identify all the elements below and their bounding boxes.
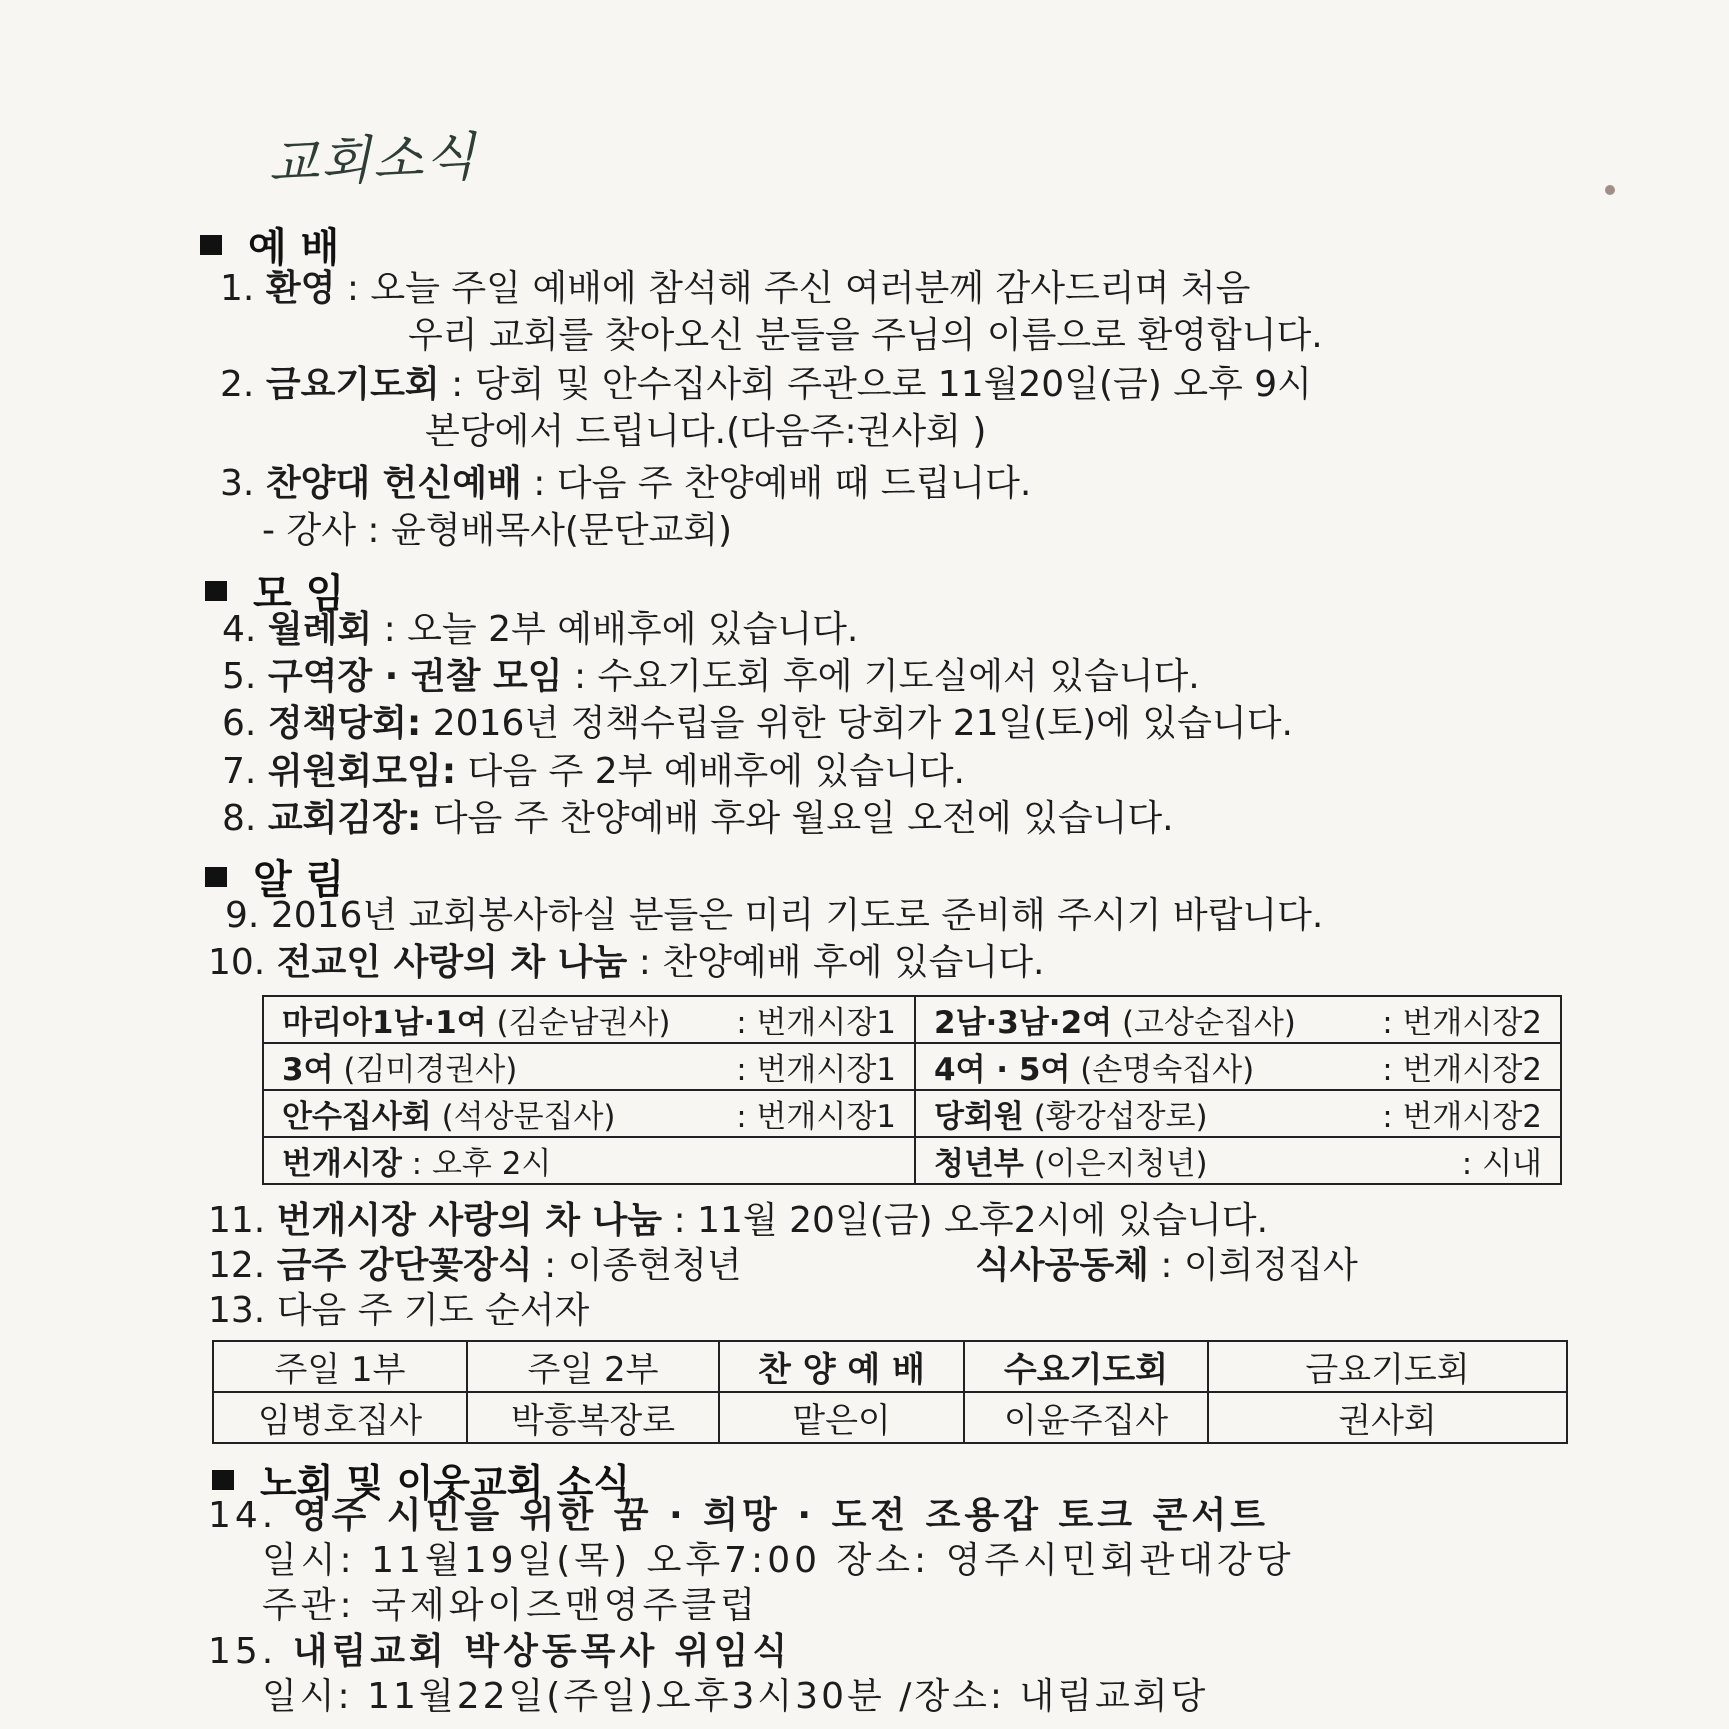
- item-text: 오늘 주일 예배에 참석해 주신 여러분께 감사드리며 처음: [370, 268, 1251, 309]
- table-header: 수요기도회: [964, 1341, 1208, 1392]
- item-label: 찬양대 헌신예배: [265, 463, 522, 504]
- table-header: 찬 양 예 배: [719, 1341, 964, 1392]
- leader-name: : 오후 2시: [401, 1146, 552, 1182]
- item-8: [222, 798, 1174, 839]
- item-2: [220, 364, 1312, 405]
- leader-name: (김순남권사): [486, 1005, 671, 1041]
- group-name: 3여: [282, 1052, 334, 1088]
- item-15: [208, 1631, 792, 1672]
- item-12: [208, 1245, 742, 1286]
- item-sep: [421, 798, 432, 839]
- item-label: 다음 주 기도 순서자: [276, 1290, 590, 1331]
- item-label: 환영: [265, 268, 336, 309]
- item-number: 9.: [225, 895, 260, 936]
- group-name: 번개시장: [282, 1146, 402, 1182]
- item-number: 3.: [220, 463, 255, 504]
- paper-stain: [1605, 185, 1615, 195]
- item-14: [208, 1495, 1269, 1536]
- item-number: 10.: [208, 942, 266, 983]
- table-row: [213, 1392, 1567, 1443]
- group-name: 청년부: [934, 1146, 1024, 1182]
- item-text: 2016년 교회봉사하실 분들은 미리 기도로 준비해 주시기 바랍니다.: [270, 895, 1324, 936]
- item-label: 구역장 · 권찰 모임: [267, 656, 563, 697]
- table-cell: [915, 1043, 1561, 1090]
- section-notice-label: 알 림: [253, 857, 345, 903]
- table-cell: 맡은이: [719, 1392, 964, 1443]
- table-row: [263, 1090, 1561, 1137]
- group-name: 안수집사회: [282, 1099, 432, 1135]
- item-5: [222, 656, 1200, 697]
- table-header: 주일 1부: [213, 1341, 467, 1392]
- item-6: [222, 703, 1293, 744]
- place: : 번개시장1: [736, 1005, 896, 1041]
- item-text: 이희정집사: [1183, 1245, 1358, 1286]
- item-sep: [456, 751, 467, 792]
- item-11: [208, 1200, 1269, 1241]
- item-10: [208, 942, 1045, 983]
- leader-name: (고상순집사): [1112, 1005, 1296, 1041]
- table-cell: [915, 1090, 1561, 1137]
- table-header: 주일 2부: [467, 1341, 719, 1392]
- item-sep: :: [372, 609, 408, 650]
- item-1-cont: 우리 교회를 찾아오신 분들을 주님의 이름으로 환영합니다.: [408, 315, 1323, 356]
- table-cell: [263, 1090, 915, 1137]
- item-2-cont: 본당에서 드립니다.(다음주:권사회 ): [425, 411, 987, 452]
- table-row: [263, 1043, 1561, 1090]
- table-row: [263, 1137, 1561, 1184]
- place: : 번개시장2: [1382, 1052, 1542, 1088]
- table-cell: [263, 1137, 915, 1184]
- item-number: 6.: [222, 703, 257, 744]
- item-14-host: 주관: 국제와이즈맨영주클럽: [262, 1585, 759, 1626]
- table-cell: 박흥복장로: [467, 1392, 719, 1443]
- section-meeting-label: 모 임: [253, 571, 345, 617]
- item-text: 찬양예배 후에 있습니다.: [662, 942, 1045, 983]
- item-number: 11.: [208, 1200, 266, 1241]
- leader-name: (석상문집사): [431, 1099, 616, 1135]
- item-sep: :: [335, 268, 371, 309]
- section-presbytery-label: 노회 및 이웃교회 소식: [260, 1461, 631, 1505]
- leader-name: (이은지청년): [1023, 1146, 1208, 1182]
- table-cell: 임병호집사: [213, 1392, 467, 1443]
- place: : 번개시장1: [736, 1099, 896, 1135]
- table-cell: 이윤주집사: [964, 1392, 1208, 1443]
- table-header-row: [213, 1341, 1567, 1392]
- table-cell: 권사회: [1208, 1392, 1567, 1443]
- place: : 번개시장1: [736, 1052, 896, 1088]
- item-number: 12.: [208, 1245, 266, 1286]
- item-label: 내림교회 박상동목사 위임식: [292, 1631, 792, 1672]
- item-sep: [421, 703, 432, 744]
- bullet-square-icon: [205, 581, 227, 601]
- item-text: 이종현청년: [567, 1245, 742, 1286]
- item-label: 교회김장:: [267, 798, 422, 839]
- section-worship: [200, 216, 339, 273]
- item-text: 오늘 2부 예배후에 있습니다.: [407, 609, 859, 650]
- item-text: 다음 주 2부 예배후에 있습니다.: [467, 751, 965, 792]
- item-number: 1.: [220, 268, 255, 309]
- table-row: [263, 996, 1561, 1043]
- prayer-order-table: [212, 1340, 1568, 1444]
- leader-name: (손명숙집사): [1070, 1052, 1255, 1088]
- table-cell: [263, 1043, 915, 1090]
- item-label: 정책당회:: [267, 703, 422, 744]
- item-sep: :: [532, 1245, 568, 1286]
- item-sep: :: [521, 463, 557, 504]
- item-sep: :: [1148, 1245, 1184, 1286]
- bullet-square-icon: [200, 235, 222, 255]
- place: : 번개시장2: [1382, 1005, 1542, 1041]
- item-3-cont: - 강사 : 윤형배목사(문단교회): [262, 510, 733, 551]
- item-sep: :: [662, 1200, 698, 1241]
- item-label: 금요기도회: [265, 364, 440, 405]
- item-number: 14.: [208, 1495, 278, 1536]
- item-sep: :: [562, 656, 598, 697]
- place: : 시내: [1461, 1146, 1542, 1182]
- item-text: 당회 및 안수집사회 주관으로 11월20일(금) 오후 9시: [474, 364, 1312, 405]
- item-12-meal: [975, 1245, 1358, 1286]
- item-number: 15.: [208, 1631, 278, 1672]
- item-label: 번개시장 사랑의 차 나눔: [276, 1200, 663, 1241]
- item-15-date: 일시: 11월22일(주일)오후3시30분 /장소: 내림교회당: [262, 1676, 1209, 1717]
- item-7: [222, 751, 965, 792]
- item-label: 월례회: [267, 609, 373, 650]
- tea-sharing-table: [262, 995, 1562, 1185]
- item-label: 영주 시민을 위한 꿈 · 희망 · 도전 조용갑 토크 콘서트: [292, 1495, 1269, 1536]
- item-text: 다음 주 찬양예배 때 드립니다.: [556, 463, 1032, 504]
- item-number: 4.: [222, 609, 257, 650]
- item-4: [222, 609, 859, 650]
- bullet-square-icon: [205, 867, 227, 887]
- item-number: 8.: [222, 798, 257, 839]
- leader-name: (황강섭장로): [1023, 1099, 1208, 1135]
- item-number: 2.: [220, 364, 255, 405]
- item-text: 다음 주 찬양예배 후와 월요일 오전에 있습니다.: [432, 798, 1174, 839]
- group-name: 당회원: [934, 1099, 1024, 1135]
- group-name: 2남·3남·2여: [934, 1005, 1113, 1041]
- leader-name: (김미경권사): [333, 1052, 518, 1088]
- item-9: [225, 895, 1324, 936]
- group-name: 마리아1남·1여: [282, 1005, 487, 1041]
- table-cell: [263, 996, 915, 1043]
- item-1: [220, 268, 1251, 309]
- item-3: [220, 463, 1032, 504]
- place: : 번개시장2: [1382, 1099, 1542, 1135]
- item-text: 수요기도회 후에 기도실에서 있습니다.: [597, 656, 1200, 697]
- item-number: 5.: [222, 656, 257, 697]
- item-text: 11월 20일(금) 오후2시에 있습니다.: [697, 1200, 1269, 1241]
- bullet-square-icon: [212, 1470, 234, 1490]
- table-header: 금요기도회: [1208, 1341, 1567, 1392]
- page-title: 교회소식: [267, 127, 479, 195]
- table-cell: [915, 1137, 1561, 1184]
- item-label: 위원회모임:: [267, 751, 457, 792]
- table-cell: [915, 996, 1561, 1043]
- item-label: 금주 강단꽃장식: [276, 1245, 533, 1286]
- item-13: [208, 1290, 590, 1331]
- section-worship-label: 예 배: [248, 225, 340, 271]
- item-label: 전교인 사랑의 차 나눔: [276, 942, 628, 983]
- item-sep: :: [627, 942, 663, 983]
- item-14-date: 일시: 11월19일(목) 오후7:00 장소: 영주시민회관대강당: [262, 1540, 1295, 1581]
- item-label: 식사공동체: [975, 1245, 1149, 1286]
- group-name: 4여 · 5여: [934, 1052, 1071, 1088]
- item-text: 2016년 정책수립을 위한 당회가 21일(토)에 있습니다.: [432, 703, 1293, 744]
- item-number: 13.: [208, 1290, 266, 1331]
- item-number: 7.: [222, 751, 257, 792]
- item-sep: :: [439, 364, 475, 405]
